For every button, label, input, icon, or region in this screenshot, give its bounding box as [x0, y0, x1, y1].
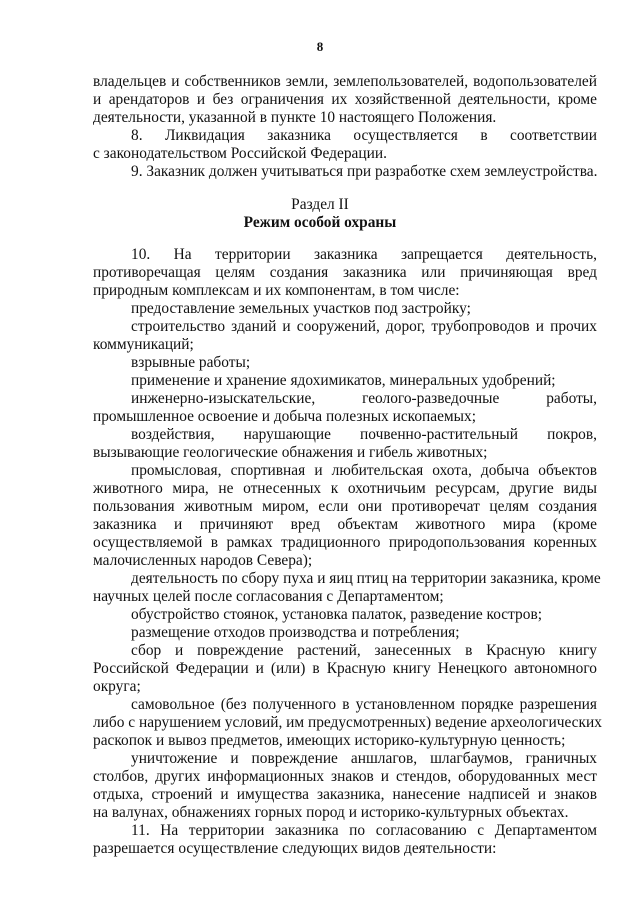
- text-line: противоречащая целям создания заказника или причиняющая вред: [93, 264, 597, 281]
- text-line: инженерно-изыскательские, геолого-разведочные работы,: [131, 390, 597, 407]
- text-line: воздействия, нарушающие почвенно-растительный покров,: [131, 426, 597, 443]
- text-line: и арендаторов и без ограничения их хозяйственной деятельности, кроме: [93, 91, 597, 108]
- text-line: сбор и повреждение растений, занесенных в Красную книгу: [131, 642, 597, 659]
- text-line: на валунах, обнажениях горных пород и историко-культурных объектах.: [93, 804, 569, 821]
- section-heading-line: Раздел II: [291, 196, 349, 213]
- text-line: осуществляемой в рамках традиционного природопользования коренных: [93, 534, 597, 551]
- text-line: размещение отходов производства и потребления;: [131, 624, 460, 641]
- text-line: промысловая, спортивная и любительская охота, добыча объектов: [131, 462, 597, 479]
- text-line: либо с нарушением условий, им предусмотренных) ведение археологических: [93, 714, 602, 731]
- text-line: с законодательством Российской Федерации.: [93, 145, 387, 162]
- text-line: строительство зданий и сооружений, дорог, трубопроводов и прочих: [131, 318, 597, 335]
- text-line: разрешается осуществление следующих видов деятельности:: [93, 840, 497, 857]
- text-line: 10. На территории заказника запрещается деятельность,: [131, 246, 597, 263]
- text-line: Российской Федерации и (или) в Красную книгу Ненецкого автономного: [93, 660, 597, 677]
- text-line: деятельность по сбору пуха и яиц птиц на территории заказника, кроме: [131, 570, 601, 587]
- text-line: округа;: [93, 678, 141, 695]
- text-line: столбов, других информационных знаков и стендов, оборудованных мест: [93, 768, 597, 785]
- text-line: природным комплексам и их компонентам, в том числе:: [93, 282, 460, 299]
- text-line: вызывающие геологические обнажения и гибель животных;: [93, 444, 488, 461]
- text-line: пользования животным миром, если они противоречат целям создания: [93, 498, 597, 515]
- text-line: 8. Ликвидация заказника осуществляется в соответствии: [131, 127, 597, 144]
- text-line: животного мира, не отнесенных к охотничьим ресурсам, другие виды: [93, 480, 597, 497]
- text-line: уничтожение и повреждение аншлагов, шлагбаумов, граничных: [131, 750, 597, 767]
- section-heading-line: Режим особой охраны: [243, 214, 397, 231]
- text-line: взрывные работы;: [131, 354, 251, 371]
- text-line: применение и хранение ядохимикатов, минеральных удобрений;: [131, 372, 556, 389]
- text-line: промышленное освоение и добыча полезных ископаемых;: [93, 408, 476, 425]
- text-line: владельцев и собственников земли, землепользователей, водопользователей: [93, 73, 597, 90]
- page-number: 8: [316, 39, 324, 54]
- text-line: самовольное (без полученного в установленном порядке разрешения: [131, 696, 597, 713]
- text-line: малочисленных народов Севера);: [93, 552, 313, 569]
- text-line: научных целей после согласования с Департаментом;: [93, 588, 444, 605]
- text-line: предоставление земельных участков под застройку;: [131, 300, 471, 317]
- text-line: раскопок и вывоз предметов, имеющих историко-культурную ценность;: [93, 732, 566, 749]
- text-line: заказника и причиняют вред объектам животного мира (кроме: [93, 516, 597, 533]
- text-line: отдыха, строений и имущества заказника, нанесение надписей и знаков: [93, 786, 597, 803]
- text-line: коммуникаций;: [93, 336, 194, 353]
- text-line: деятельности, указанной в пункте 10 настоящего Положения.: [93, 109, 497, 126]
- text-line: 11. На территории заказника по согласованию с Департаментом: [131, 822, 597, 839]
- text-line: обустройство стоянок, установка палаток, разведение костров;: [131, 606, 542, 623]
- text-line: 9. Заказник должен учитываться при разработке схем землеустройства.: [131, 163, 598, 180]
